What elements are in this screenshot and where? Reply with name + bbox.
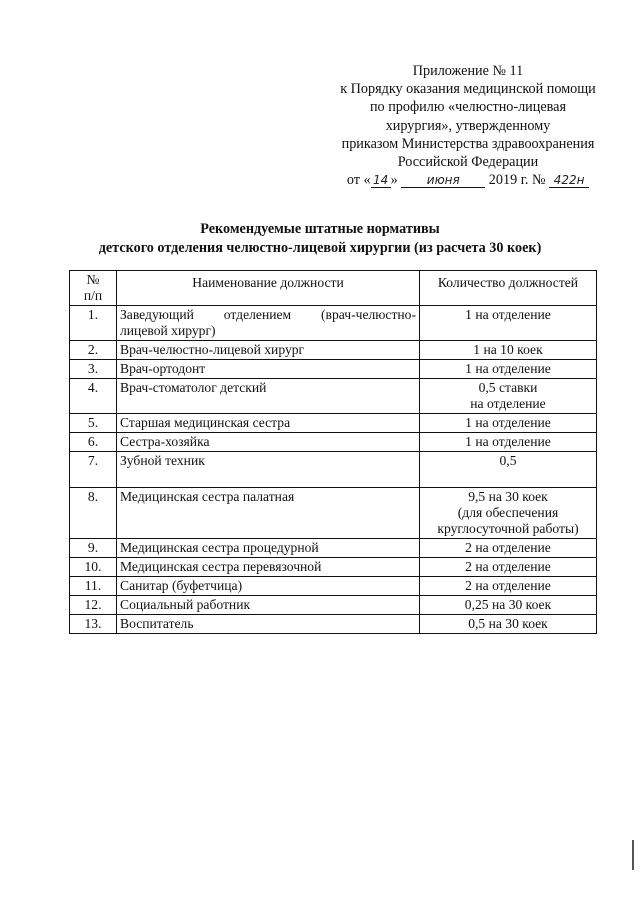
quantity-line: (для обеспечения	[457, 505, 559, 520]
table-row	[70, 306, 597, 341]
table-row	[70, 360, 597, 379]
staff-table	[69, 270, 597, 634]
scan-edge-mark	[632, 840, 634, 870]
position-line: Заведующий отделением (врач-челюстно-	[120, 307, 416, 322]
appendix-number: Приложение № 11	[412, 63, 524, 79]
table-row	[70, 596, 597, 615]
appendix-block	[318, 62, 618, 189]
title-line: Рекомендуемые штатные нормативы	[200, 221, 440, 237]
header-number	[70, 271, 117, 306]
table-row	[70, 433, 597, 452]
appendix-line: к Порядку оказания медицинской помощи	[340, 81, 596, 98]
appendix-line: хирургия», утвержденному	[385, 117, 551, 134]
document-title	[0, 220, 640, 257]
table-row	[70, 488, 597, 539]
table-row	[70, 577, 597, 596]
position-line: лицевой хирург)	[120, 323, 216, 338]
table-header-row	[70, 271, 597, 306]
appendix-line: Российской Федерации	[397, 154, 539, 171]
row-quantity: 1 на отделение	[420, 433, 597, 452]
quantity-line: круглосуточной работы)	[437, 521, 579, 536]
row-number: 3.	[70, 360, 117, 379]
table-row	[70, 615, 597, 634]
table-row	[70, 414, 597, 433]
row-quantity: 0,5	[420, 452, 597, 488]
header-number-abbr: п/п	[83, 288, 103, 303]
row-quantity: 1 на отделение	[420, 306, 597, 341]
row-quantity: 2 на отделение	[420, 577, 597, 596]
row-number: 4.	[70, 379, 117, 414]
row-number: 12.	[70, 596, 117, 615]
row-number: 9.	[70, 539, 117, 558]
header-position: Наименование должности	[117, 271, 420, 306]
row-quantity	[420, 488, 597, 539]
row-number: 2.	[70, 341, 117, 360]
row-number: 5.	[70, 414, 117, 433]
appendix-line: приказом Министерства здравоохранения	[341, 135, 595, 152]
row-position: Социальный работник	[117, 596, 420, 615]
quantity-line: на отделение	[470, 396, 546, 411]
table-row	[70, 341, 597, 360]
row-number: 13.	[70, 615, 117, 634]
row-quantity	[420, 379, 597, 414]
date-prefix: от «	[346, 172, 371, 189]
row-position: Медицинская сестра палатная	[117, 488, 420, 539]
row-quantity: 2 на отделение	[420, 558, 597, 577]
row-position	[117, 306, 420, 341]
appendix-line: по профилю «челюстно-лицевая	[369, 99, 567, 116]
table-row	[70, 539, 597, 558]
row-position: Сестра-хозяйка	[117, 433, 420, 452]
handwritten-day: 14	[371, 173, 391, 188]
row-position: Врач-стоматолог детский	[117, 379, 420, 414]
quantity-line: 0,5 ставки	[478, 380, 538, 395]
order-date-line	[318, 171, 618, 189]
row-position: Врач-ортодонт	[117, 360, 420, 379]
row-number: 8.	[70, 488, 117, 539]
row-position: Санитар (буфетчица)	[117, 577, 420, 596]
handwritten-order-number: 422н	[549, 173, 589, 188]
row-position: Зубной техник	[117, 452, 420, 488]
row-number: 10.	[70, 558, 117, 577]
row-quantity: 1 на 10 коек	[420, 341, 597, 360]
row-number: 7.	[70, 452, 117, 488]
order-year: 2019 г. №	[488, 172, 546, 189]
row-position: Воспитатель	[117, 615, 420, 634]
table-row	[70, 379, 597, 414]
date-quote-close: »	[390, 172, 398, 189]
table-row	[70, 452, 597, 488]
header-number-sign: №	[86, 272, 100, 287]
row-quantity: 1 на отделение	[420, 414, 597, 433]
row-number: 1.	[70, 306, 117, 341]
row-quantity: 1 на отделение	[420, 360, 597, 379]
row-position: Старшая медицинская сестра	[117, 414, 420, 433]
quantity-line: 9,5 на 30 коек	[468, 489, 548, 504]
title-line: детского отделения челюстно-лицевой хирургии (из расчета 30 коек)	[98, 239, 542, 256]
row-position: Медицинская сестра перевязочной	[117, 558, 420, 577]
row-number: 11.	[70, 577, 117, 596]
row-number: 6.	[70, 433, 117, 452]
row-position: Врач-челюстно-лицевой хирург	[117, 341, 420, 360]
header-quantity: Количество должностей	[420, 271, 597, 306]
row-quantity: 0,25 на 30 коек	[420, 596, 597, 615]
row-position: Медицинская сестра процедурной	[117, 539, 420, 558]
table-row	[70, 558, 597, 577]
handwritten-month: июня	[401, 173, 485, 188]
row-quantity: 2 на отделение	[420, 539, 597, 558]
row-quantity: 0,5 на 30 коек	[420, 615, 597, 634]
